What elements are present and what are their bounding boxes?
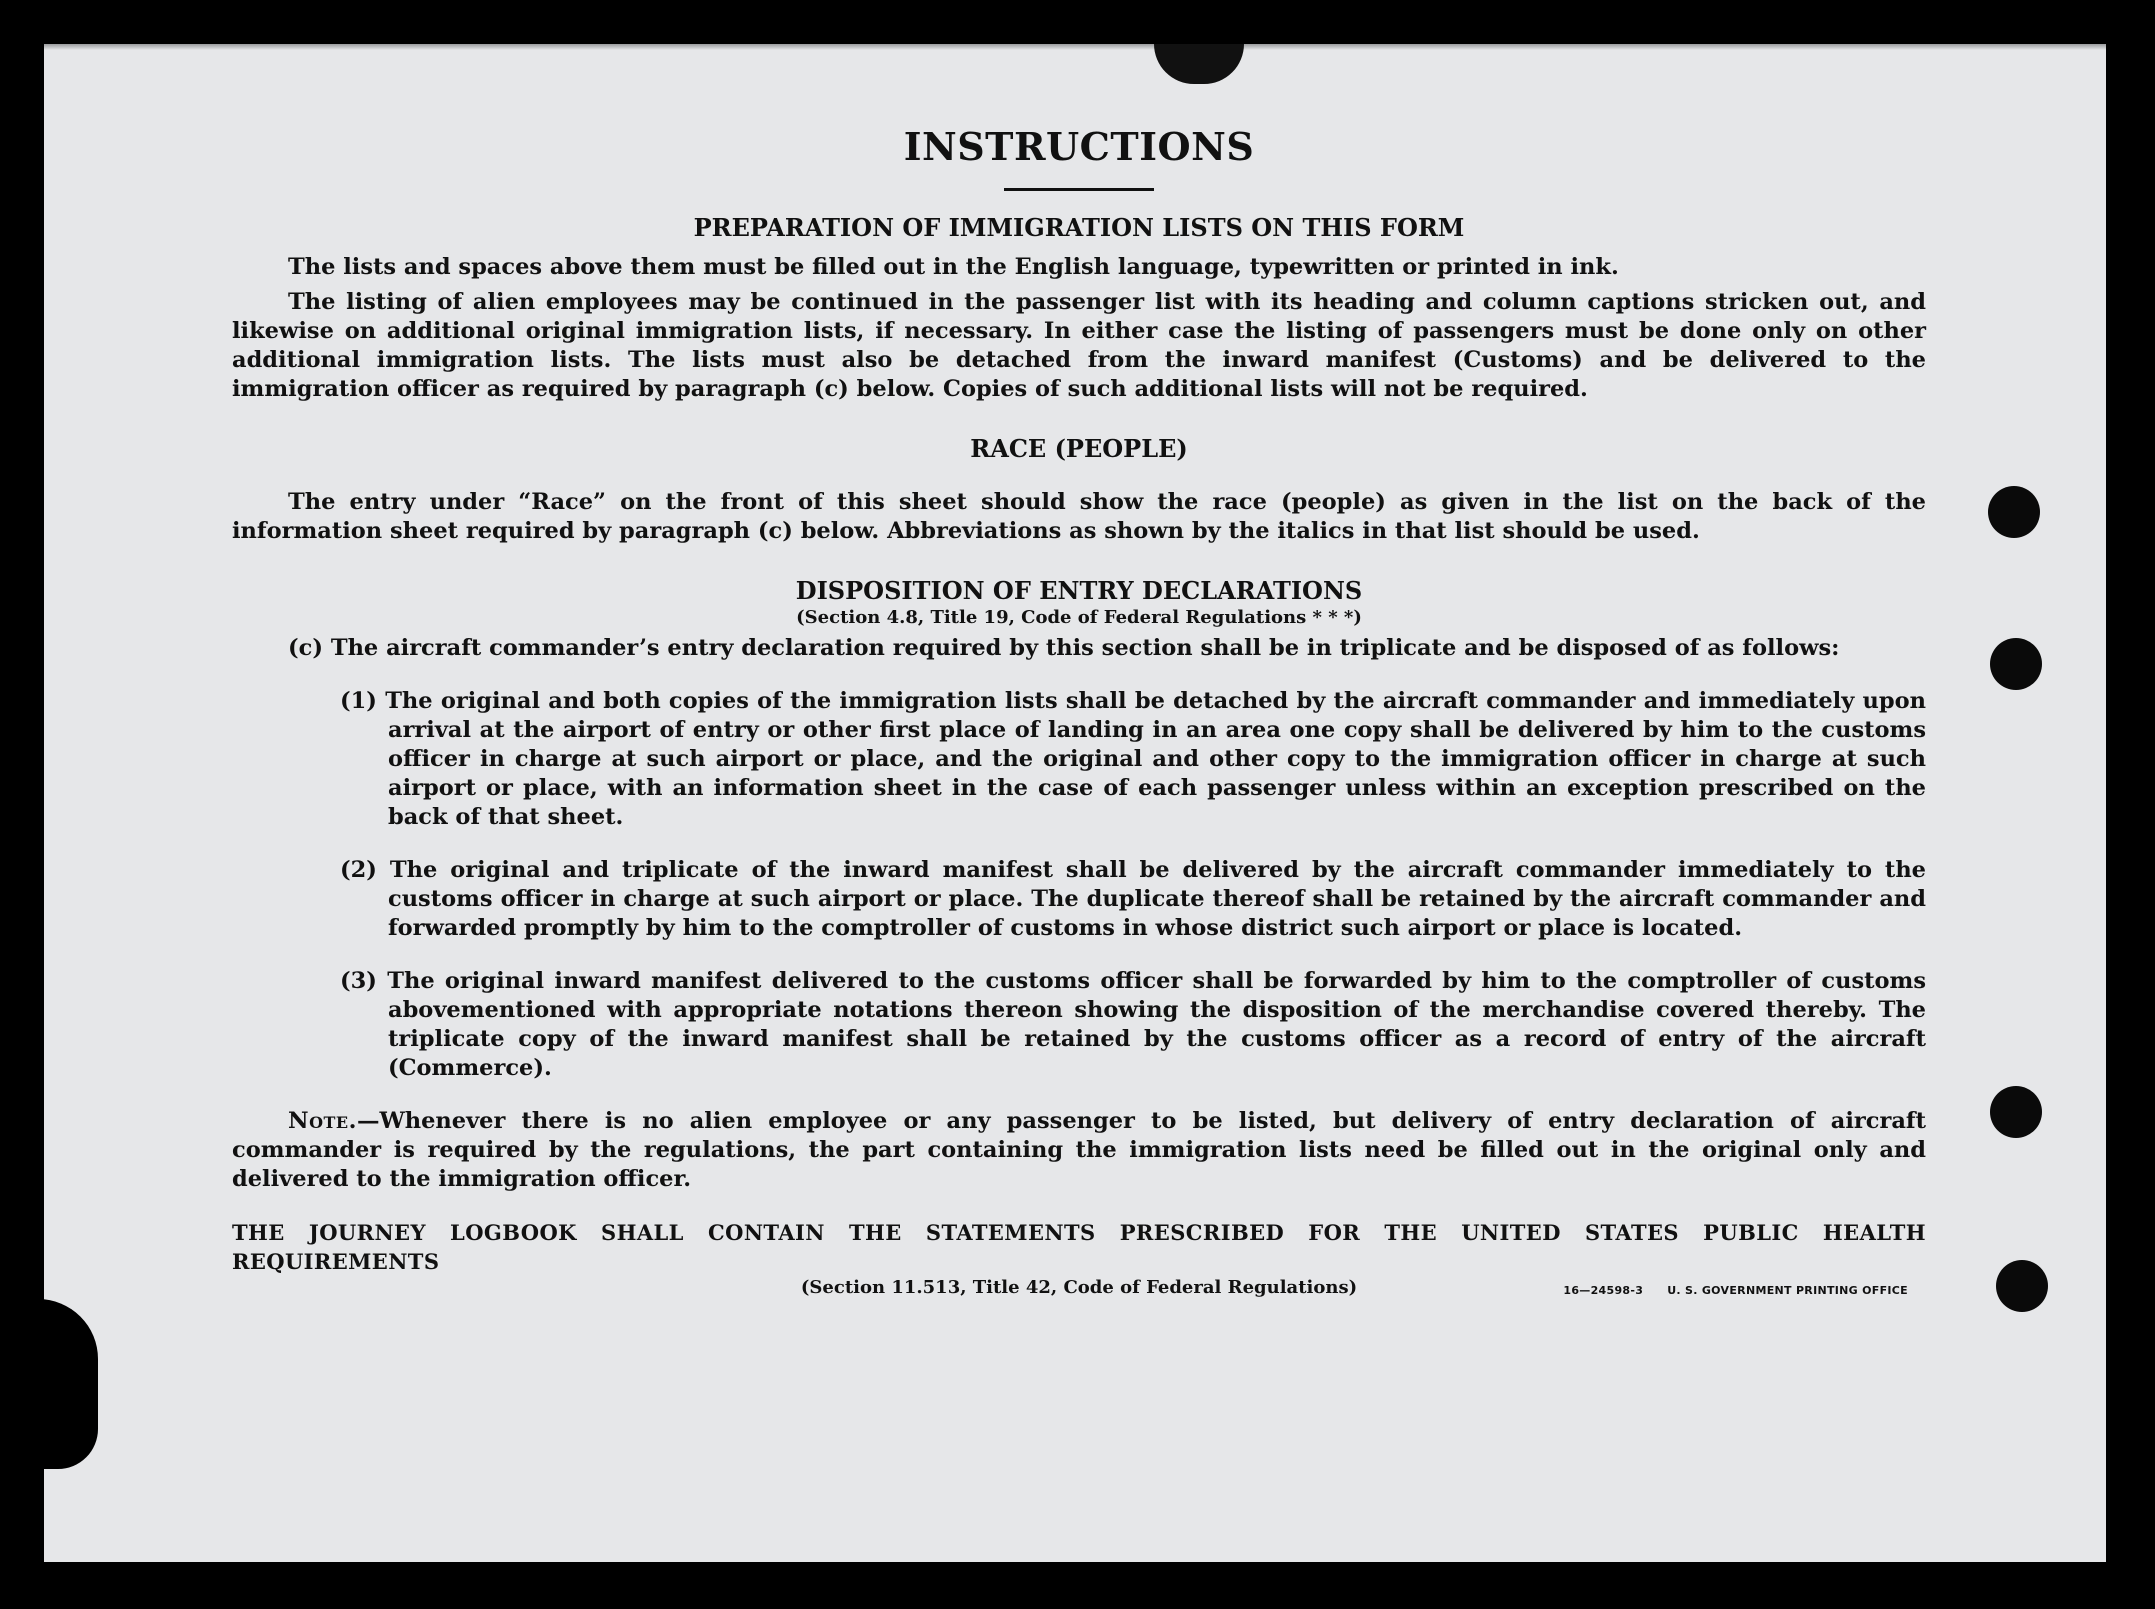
- list-item: (3) The original inward manifest delivered to the customs officer shall be forwarded by him to the comptroller of customs abovementioned with appropriate notations thereon showing the disposition of the merchandise covered thereby. The triplicate copy of the inward manifest shall be retained by the customs officer as a record of entry of the aircraft (Commerce).: [340, 968, 1926, 1081]
- torn-edge: [38, 1299, 98, 1469]
- form-number: 16—24598-3: [1563, 1284, 1644, 1297]
- paragraph-race: The entry under “Race” on the front of this sheet should show the race (people) as given in the list on the back of the information sheet required by paragraph (c) below. Abbreviations as shown by the italics in that list should be used.: [232, 489, 1926, 544]
- note-paragraph: [232, 1107, 1926, 1194]
- punch-hole: [1990, 1086, 2042, 1138]
- section-heading-disposition: DISPOSITION OF ENTRY DECLARATIONS: [795, 576, 1363, 605]
- regulation-citation: (Section 4.8, Title 19, Code of Federal Regulations * * *): [796, 607, 1362, 628]
- paragraph-languages: The lists and spaces above them must be filled out in the English language, typewritten or printed in ink.: [288, 254, 1619, 280]
- ink-blot: [1154, 44, 1244, 84]
- page-title: INSTRUCTIONS: [903, 124, 1255, 169]
- logbook-statement: THE JOURNEY LOGBOOK SHALL CONTAIN THE STATEMENTS PRESCRIBED FOR THE UNITED STATES PUBLIC HEALTH REQUIREMENTS: [232, 1220, 1926, 1274]
- section-heading-preparation: PREPARATION OF IMMIGRATION LISTS ON THIS FORM: [693, 213, 1465, 242]
- paragraph-alien-employees: The listing of alien employees may be continued in the passenger list with its heading and column captions stricken out, and likewise on additional original immigration lists, if necessary. In either case the listing of passengers must be done only on other additional immigration lists. The lists must also be detached from the inward manifest (Customs) and be delivered to the immigration officer as required by paragraph (c) below. Copies of such additional lists will not be required.: [232, 289, 1926, 402]
- punch-hole: [1996, 1260, 2048, 1312]
- logbook-citation: (Section 11.513, Title 42, Code of Federal Regulations): [800, 1277, 1358, 1298]
- list-item: (2) The original and triplicate of the inward manifest shall be delivered by the aircraft commander immediately to the customs officer in charge at such airport or place. The duplicate thereof shall be retained by the aircraft commander and forwarded promptly by him to the comptroller of customs in whose district such airport or place is located.: [340, 857, 1926, 941]
- note-label: Note.: [288, 1108, 357, 1134]
- scan-edge: [44, 44, 2106, 50]
- printer-credit: U. S. GOVERNMENT PRINTING OFFICE: [1667, 1284, 1908, 1297]
- form-footer: [1563, 1284, 1908, 1297]
- document-body: [232, 124, 1926, 1300]
- document-sheet: [44, 44, 2106, 1562]
- punch-hole: [1990, 638, 2042, 690]
- note-text: —Whenever there is no alien employee or any passenger to be listed, but delivery of entry declaration of aircraft commander is required by the regulations, the part containing the immigration lists need be filled out in the original only and delivered to the immigration officer.: [232, 1108, 1926, 1192]
- list-item: (1) The original and both copies of the immigration lists shall be detached by the aircraft commander and immediately upon arrival at the airport of entry or other first place of landing in an area one copy shall be delivered by him to the customs officer in charge at such airport or place, and the original and other copy to the immigration officer in charge at such airport or place, with an information sheet in the case of each passenger unless within an exception prescribed on the back of that sheet.: [340, 688, 1926, 830]
- paragraph-entry-declaration: (c) The aircraft commander’s entry declaration required by this section shall be in triplicate and be disposed of as follows:: [288, 635, 1840, 661]
- section-heading-race: RACE (PEOPLE): [970, 434, 1188, 463]
- title-rule: [1004, 188, 1154, 191]
- punch-hole: [1988, 486, 2040, 538]
